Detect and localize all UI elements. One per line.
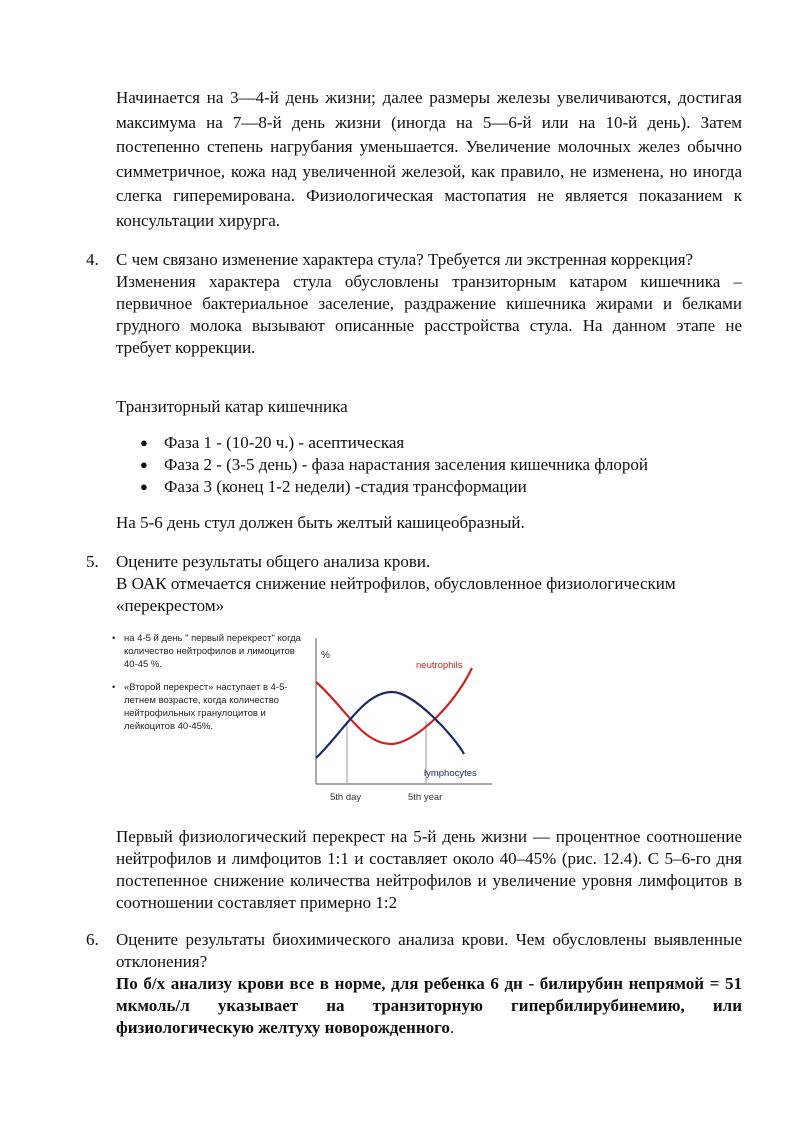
intro-paragraph: Начинается на 3—4-й день жизни; далее размеры железы увеличиваются, достигая максимума на 7—8-й день жизни (иногда на 5—6-й или на 10-й день). Затем постепенно степень нагрубания уменьшается. Увеличение молочных желез обычно симметричное, кожа над увеличенной железой, как правило, не изменена, но иногда слегка гиперемирована. Физиологическая мастопатия не является показанием к консультации хирурга. xyxy=(116,88,742,230)
list-item: ● Фаза 1 - (10-20 ч.) - асептическая xyxy=(140,432,740,454)
phase-list xyxy=(140,432,740,498)
list-item: ● Фаза 3 (конец 1-2 недели) -стадия трансформации xyxy=(140,476,740,498)
crossover-chart xyxy=(304,626,494,808)
question-4 xyxy=(86,249,742,359)
answer-text: В ОАК отмечается снижение нейтрофилов, обусловленное физиологическим «перекрестом» xyxy=(116,574,676,615)
list-item: ● Фаза 2 - (3-5 день) - фаза нарастания заселения кишечника флорой xyxy=(140,454,740,476)
question-text: Оцените результаты общего анализа крови. xyxy=(116,552,431,571)
y-axis-label: % xyxy=(321,650,330,661)
figure-notes xyxy=(112,632,302,743)
stool-conclusion: На 5-6 день стул должен быть желтый кашицеобразный. xyxy=(116,513,525,532)
question-number: 6. xyxy=(86,930,99,949)
series-label-lymphocytes: lymphocytes xyxy=(424,768,477,779)
question-number: 4. xyxy=(86,250,99,269)
question-6 xyxy=(86,929,742,1039)
list-title: Транзиторный катар кишечника xyxy=(116,397,348,416)
x-marker-5th-day: 5th day xyxy=(330,792,362,803)
figure-note: • на 4-5 й день " первый перекрест" когда количество нейтрофилов и лимоцитов 40-45 %. xyxy=(112,632,302,671)
x-marker-5th-year: 5th year xyxy=(408,792,443,803)
question-5 xyxy=(86,551,742,617)
question-text: Оцените результаты биохимического анализа крови. Чем обусловлены выявленные отклонения? xyxy=(116,930,742,971)
question-text: С чем связано изменение характера стула? Требуется ли экстренная коррекция? xyxy=(116,250,694,269)
question-number: 5. xyxy=(86,552,99,571)
answer-text xyxy=(116,973,742,1039)
answer-text: Изменения характера стула обусловлены транзиторным катаром кишечника – первичное бактериальное заселение, раздражение кишечника жирами и белками грудного молока вызывают описанные расстройства стула. На данном этапе не требует коррекции. xyxy=(116,272,742,357)
crossover-explanation: Первый физиологический перекрест на 5-й день жизни — процентное соотношение нейтрофилов и лимфоцитов 1:1 и составляет около 40–45% (рис. 12.4). С 5–6-го дня постепенное снижение количества нейтрофилов и увеличение уровня лимфоцитов в соотношении составляет примерно 1:2 xyxy=(116,827,742,912)
answer-end: . xyxy=(449,1018,455,1037)
figure-note: • «Второй перекрест» наступает в 4-5-летнем возрасте, когда количество нейтрофильных гранулоцитов и лейкоцитов 40-45%. xyxy=(112,681,302,733)
answer-bold: По б/х анализу крови все в норме, для ребенка 6 дн - билирубин непрямой = 51 мкмоль/л указывает на транзиторную гипербилирубинемию, или физиологическую желтуху новорожденного xyxy=(116,974,742,1037)
series-label-neutrophils: neutrophils xyxy=(416,660,463,671)
crossover-figure xyxy=(108,626,498,808)
lymphocytes-line xyxy=(316,692,464,758)
